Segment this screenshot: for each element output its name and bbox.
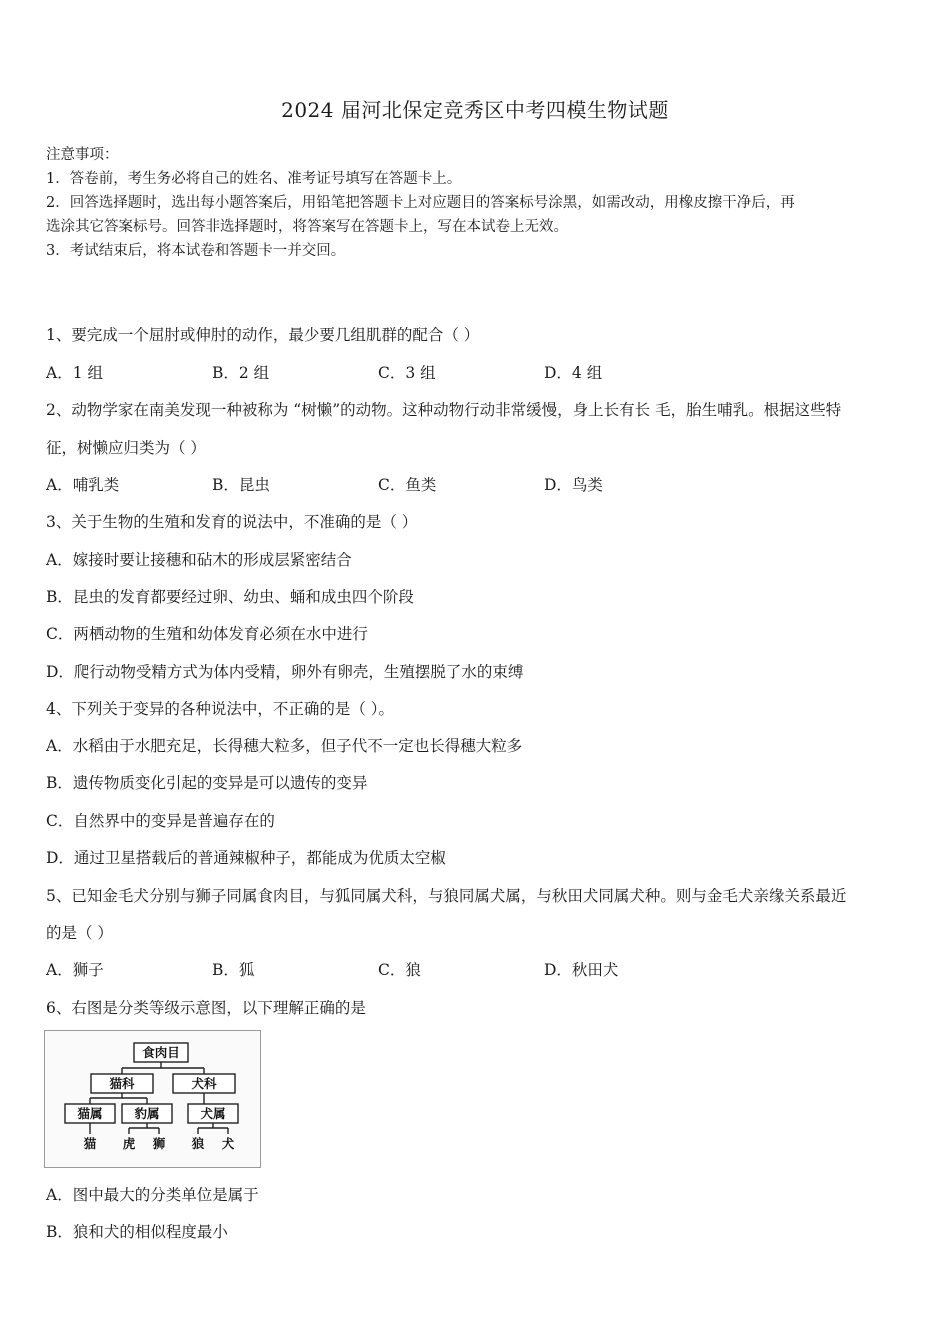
label-species-cat: 猫: [83, 1136, 97, 1151]
notes-heading: 注意事项：: [46, 147, 119, 163]
classification-diagram: [44, 1030, 261, 1168]
q1-option-d: D．4 组: [544, 364, 603, 382]
label-order: 食肉目: [142, 1045, 180, 1060]
q1-option-b: B．2 组: [212, 364, 270, 382]
q6-stem: 6、右图是分类等级示意图，以下理解正确的是: [46, 999, 366, 1017]
q5-options: [46, 958, 710, 980]
q4-option-b: B．遗传物质变化引起的变异是可以遗传的变异: [46, 774, 368, 792]
q3-option-b: B．昆虫的发育都要经过卵、幼虫、蛹和成虫四个阶段: [46, 588, 414, 606]
label-species-wolf: 狼: [191, 1136, 205, 1151]
connector-family-cat: [90, 1093, 147, 1104]
q3-option-d: D．爬行动物受精方式为体内受精，卵外有卵壳，生殖摆脱了水的束缚: [46, 663, 524, 681]
q4-option-a: A．水稻由于水肥充足，长得穗大粒多，但子代不一定也长得穗大粒多: [46, 737, 523, 755]
q4-option-d: D．通过卫星搭载后的普通辣椒种子，都能成为优质太空椒: [46, 849, 446, 867]
q6-option-a: A．图中最大的分类单位是属于: [46, 1186, 259, 1204]
note-3: 3．考试结束后，将本试卷和答题卡一并交回。: [46, 243, 346, 259]
q1-options: [46, 361, 710, 383]
connector-genus-dog: [198, 1123, 228, 1134]
q5-stem-line-1: 5、已知金毛犬分别与狮子同属食肉目，与狐同属犬科，与狼同属犬属，与秋田犬同属犬种。则与金毛犬亲缘关系最近: [46, 887, 847, 905]
q5-option-c: C．狼: [378, 961, 421, 979]
label-genus-cat: 猫属: [77, 1106, 103, 1121]
q2-stem-line-1: 2、动物学家在南美发现一种被称为 “树懒”的动物。这种动物行动非常缓慢，身上长有长 毛，胎生哺乳。根据这些特: [46, 401, 842, 419]
q5-option-b: B．狐: [212, 961, 255, 979]
q3-option-a: A．嫁接时要让接穗和砧木的形成层紧密结合: [46, 551, 352, 569]
q1-option-c: C．3 组: [378, 364, 436, 382]
q5-option-a: A．狮子: [46, 961, 104, 979]
q2-stem-line-2: 征，树懒应归类为（ ）: [46, 439, 206, 457]
note-2-line-1: 2．回答选择题时，选出每小题答案后，用铅笔把答题卡上对应题目的答案标号涂黑，如需改动，用橡皮擦干净后，再: [46, 195, 795, 211]
label-species-lion: 狮: [152, 1136, 166, 1151]
q2-option-d: D．鸟类: [544, 476, 603, 494]
label-species-tiger: 虎: [122, 1136, 136, 1151]
q6-option-b: B．狼和犬的相似程度最小: [46, 1223, 228, 1241]
q3-stem: 3、关于生物的生殖和发育的说法中，不准确的是（ ）: [46, 513, 418, 531]
label-genus-panthera: 豹属: [134, 1106, 160, 1121]
q4-stem: 4、下列关于变异的各种说法中，不正确的是（ ）。: [46, 700, 395, 718]
note-2-line-2: 选涂其它答案标号。回答非选择题时，将答案写在答题卡上，写在本试卷上无效。: [46, 219, 568, 235]
q2-option-b: B．昆虫: [212, 476, 270, 494]
q4-option-c: C．自然界中的变异是普遍存在的: [46, 812, 275, 830]
q2-option-c: C．鱼类: [378, 476, 437, 494]
q1-option-a: A．1 组: [46, 364, 103, 382]
label-family-cat: 猫科: [109, 1076, 135, 1091]
classification-diagram-svg: [45, 1031, 260, 1167]
q5-option-d: D．秋田犬: [544, 961, 619, 979]
label-family-dog: 犬科: [191, 1076, 217, 1091]
q1-stem: 1、要完成一个屈肘或伸肘的动作，最少要几组肌群的配合（ ）: [46, 326, 480, 344]
label-genus-dog: 犬属: [200, 1106, 226, 1121]
q5-stem-line-2: 的是（ ）: [46, 924, 113, 942]
note-1: 1．答卷前，考生务必将自己的姓名、准考证号填写在答题卡上。: [46, 171, 462, 187]
q2-options: [46, 473, 710, 495]
label-species-dog: 犬: [221, 1136, 235, 1151]
q2-option-a: A．哺乳类: [46, 476, 120, 494]
connector-order: [122, 1062, 204, 1074]
q3-option-c: C．两栖动物的生殖和幼体发育必须在水中进行: [46, 625, 368, 643]
connector-genus-panthera: [129, 1123, 159, 1134]
page-title: 2024 届河北保定竞秀区中考四模生物试题: [281, 98, 669, 122]
